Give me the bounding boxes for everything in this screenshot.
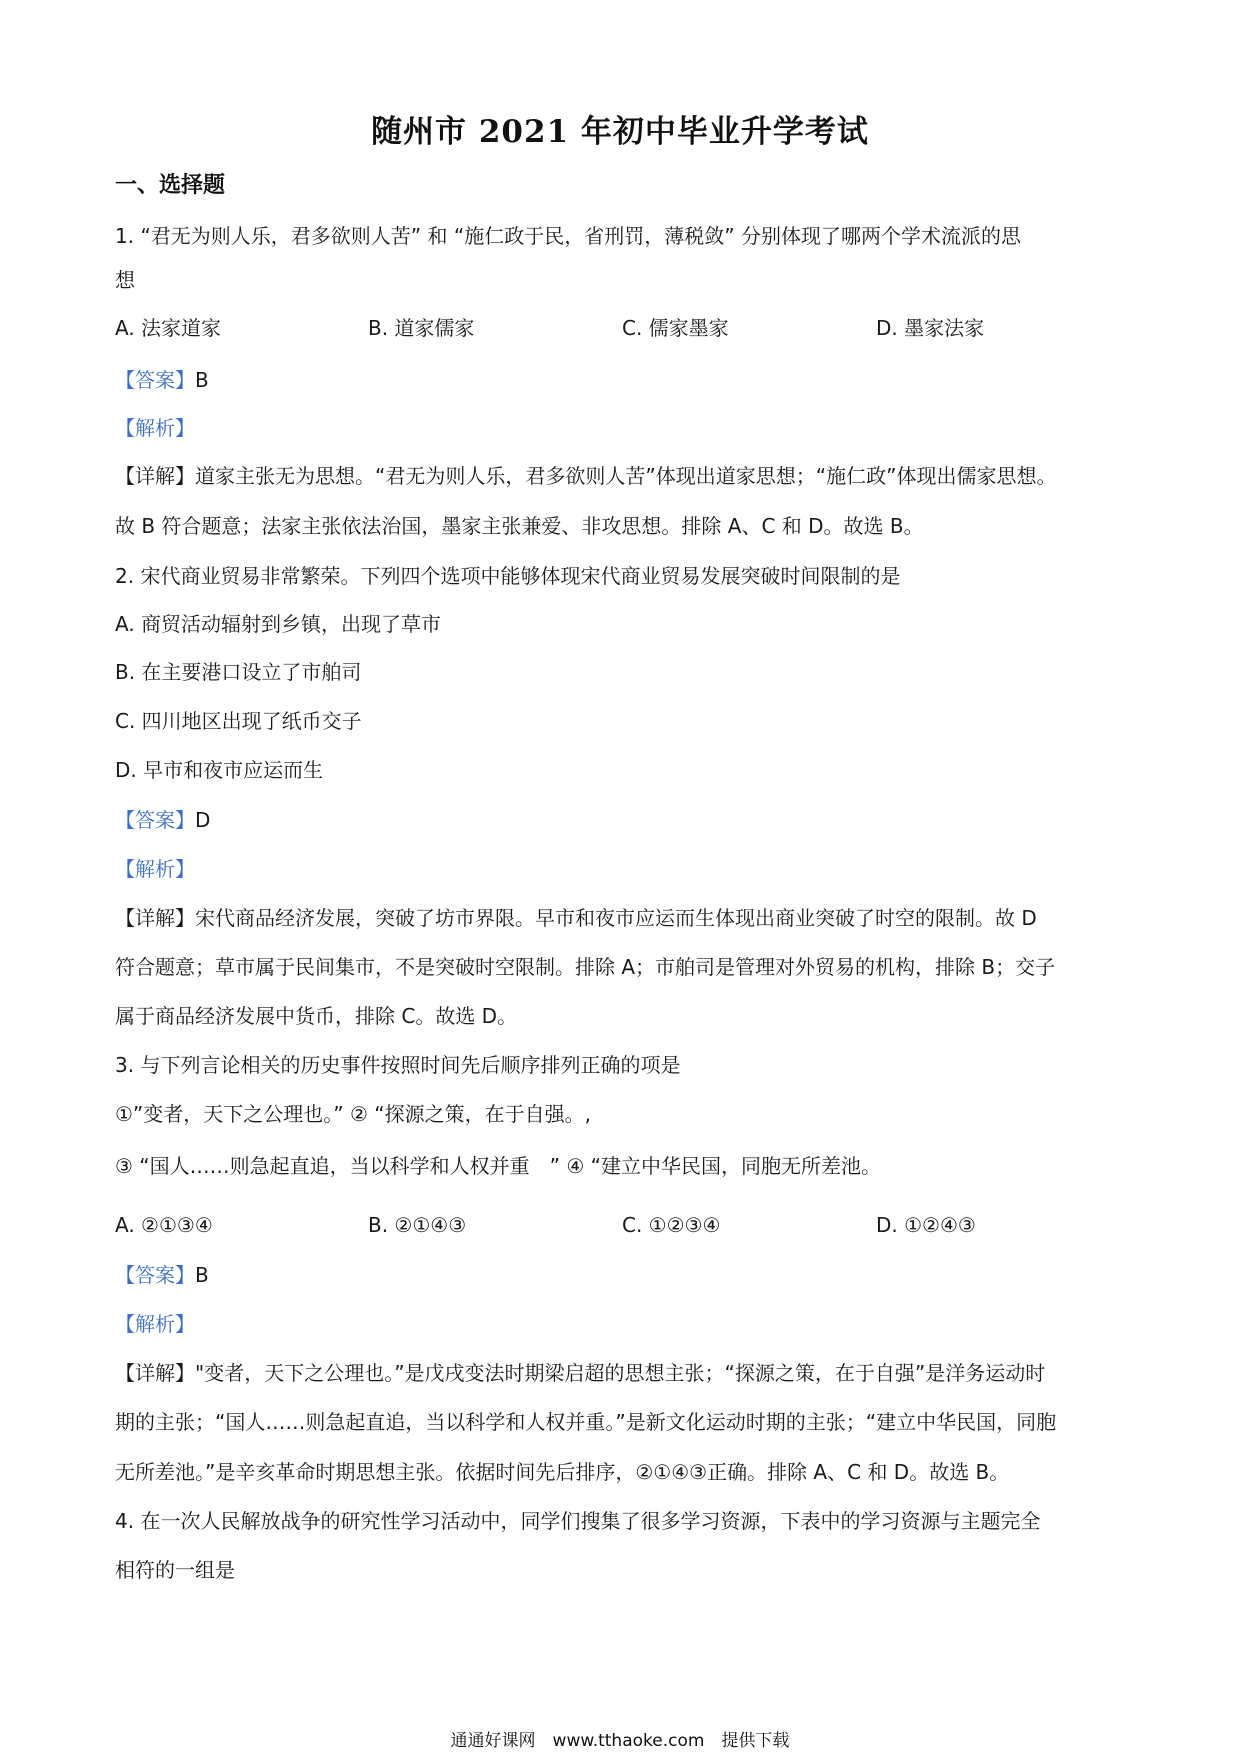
- q1-option-c: C. 儒家墨家: [622, 316, 729, 340]
- detail-text: "变者，天下之公理也。”是戊戌变法时期梁启超的思想主张；“探源之策，在于自强”是洋务运动时: [195, 1361, 1046, 1385]
- answer-value: B: [195, 368, 209, 392]
- detail-tag: 【详解】: [115, 464, 195, 488]
- q1-answer: [115, 366, 1135, 394]
- answer-tag: 【答案】: [115, 808, 195, 832]
- q3-detail-line2: 期的主张；“国人……则急起直追，当以科学和人权并重。”是新文化运动时期的主张；“建立中华民国，同胞: [115, 1410, 1057, 1434]
- q2-stem: 2. 宋代商业贸易非常繁荣。下列四个选项中能够体现宋代商业贸易发展突破时间限制的是: [115, 564, 901, 588]
- q1-detail-line2: 故 B 符合题意；法家主张依法治国，墨家主张兼爱、非攻思想。排除 A、C 和 D。故选 B。: [115, 514, 924, 538]
- answer-tag: 【答案】: [115, 1263, 195, 1287]
- q4-stem-line1: 4. 在一次人民解放战争的研究性学习活动中，同学们搜集了很多学习资源，下表中的学习资源与主题完全: [115, 1509, 1041, 1533]
- analysis-tag: 【解析】: [115, 857, 195, 881]
- detail-text: 宋代商品经济发展，突破了坊市界限。早市和夜市应运而生体现出商业突破了时空的限制。故 D: [195, 906, 1037, 930]
- q2-answer: [115, 806, 1135, 834]
- detail-tag: 【详解】: [115, 1361, 195, 1385]
- q2-detail-line1: [115, 904, 1135, 932]
- q2-option-a: A. 商贸活动辐射到乡镇，出现了草市: [115, 612, 442, 636]
- answer-value: D: [195, 808, 211, 832]
- q4-stem-line2: 相符的一组是: [115, 1558, 235, 1582]
- q1-stem-line1: 1. “君无为则人乐，君多欲则人苦” 和 “施仁政于民，省刑罚，薄税敛” 分别体现了哪两个学术流派的思: [115, 224, 1021, 248]
- q3-answer: [115, 1261, 1135, 1289]
- q3-detail-line3: 无所差池。”是辛亥革命时期思想主张。依据时间先后排序，②①④③正确。排除 A、C 和 D。故选 B。: [115, 1460, 1010, 1484]
- q2-option-b: B. 在主要港口设立了市舶司: [115, 660, 362, 684]
- q2-analysis: [115, 855, 1135, 883]
- detail-tag: 【详解】: [115, 906, 195, 930]
- q2-option-d: D. 早市和夜市应运而生: [115, 758, 324, 782]
- answer-tag: 【答案】: [115, 368, 195, 392]
- q3-option-a: A. ②①③④: [115, 1213, 213, 1237]
- q3-stem-line1: 3. 与下列言论相关的历史事件按照时间先后顺序排列正确的项是: [115, 1053, 681, 1077]
- q3-option-c: C. ①②③④: [622, 1213, 721, 1237]
- q3-detail-line1: [115, 1359, 1135, 1387]
- q3-analysis: [115, 1310, 1135, 1338]
- q1-option-a: A. 法家道家: [115, 316, 222, 340]
- section-heading: 一、选择题: [115, 173, 226, 198]
- page-footer: 通通好课网 www.tthaoke.com 提供下载: [450, 1731, 790, 1751]
- q1-option-b: B. 道家儒家: [368, 316, 475, 340]
- q1-option-d: D. 墨家法家: [876, 316, 985, 340]
- q2-option-c: C. 四川地区出现了纸币交子: [115, 709, 362, 733]
- q3-option-b: B. ②①④③: [368, 1213, 467, 1237]
- q2-detail-line3: 属于商品经济发展中货币，排除 C。故选 D。: [115, 1004, 518, 1028]
- analysis-tag: 【解析】: [115, 416, 195, 440]
- q3-option-d: D. ①②④③: [876, 1213, 976, 1237]
- page-title: 随州市 2021 年初中毕业升学考试: [371, 114, 869, 150]
- analysis-tag: 【解析】: [115, 1312, 195, 1336]
- q1-detail-line1: [115, 462, 1135, 490]
- q3-stem-line2: ①”变者，天下之公理也。” ② “探源之策，在于自强。,: [115, 1102, 592, 1126]
- q2-detail-line2: 符合题意；草市属于民间集市，不是突破时空限制。排除 A；市舶司是管理对外贸易的机构，排除 B；交子: [115, 955, 1056, 979]
- answer-value: B: [195, 1263, 209, 1287]
- q1-analysis: [115, 414, 1135, 442]
- detail-text: 道家主张无为思想。“君无为则人乐，君多欲则人苦”体现出道家思想；“施仁政”体现出儒家思想。: [195, 464, 1057, 488]
- q3-stem-line3: ③ “国人……则急起直追，当以科学和人权并重 ” ④ “建立中华民国，同胞无所差池。: [115, 1154, 882, 1178]
- q1-stem-line2: 想: [115, 268, 135, 292]
